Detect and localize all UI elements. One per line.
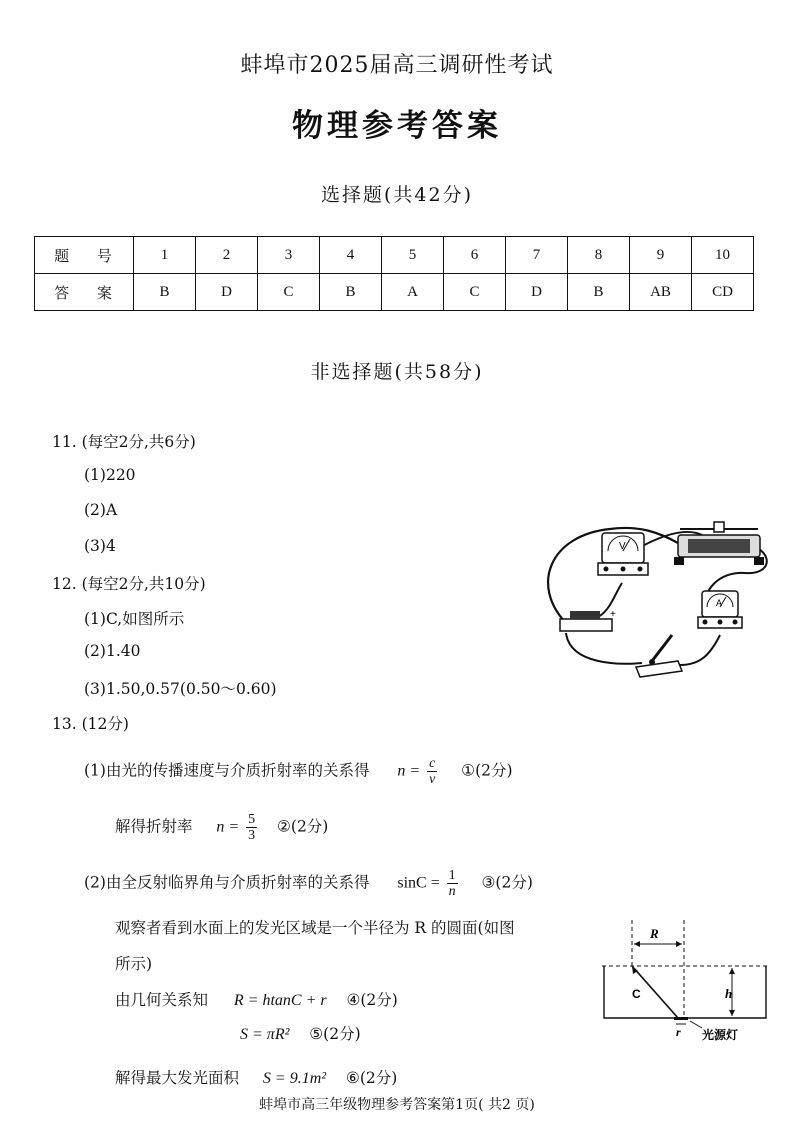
q13-step-2-text: 解得折射率 [115,817,193,836]
battery [560,609,616,631]
table-cell: 6 [444,237,506,274]
table-cell: CD [692,274,754,311]
q13-step-6-eq: S = πR² [240,1026,290,1043]
label-C: C [632,987,641,1001]
switch [636,635,682,677]
nonchoice-section-heading: 非选择题(共58分) [310,361,484,383]
table-cell: D [506,274,568,311]
choice-section-heading: 选择题(共42分) [320,184,473,206]
q13-step-5-eq: R = htanC + r [233,992,327,1009]
q12-heading: 12. (每空2分,共10分) [52,575,206,593]
table-cell: A [382,274,444,311]
fraction-denominator: v [429,772,436,787]
fraction-numerator: 1 [448,868,456,883]
battery-plus: + [610,609,616,620]
table-cell: B [134,274,196,311]
table-cell: C [444,274,506,311]
light-source [674,1017,688,1020]
q13-step-1-text: (1)由光的传播速度与介质折射率的关系得 [84,761,370,780]
q13-step-7-text: 解得最大发光面积 [115,1069,240,1087]
circuit-figure [530,515,790,685]
table-cell: 7 [506,237,568,274]
q13-step-5-mark: ④(2分) [346,991,398,1009]
table-cell: C [258,274,320,311]
subject-title: 物理参考答案 [292,108,502,144]
label-r: r [676,1025,681,1039]
q13-step-1 [84,756,513,787]
answer-table [34,236,754,311]
table-cell: AB [630,274,692,311]
label-lamp: 光源灯 [702,1028,739,1042]
table-cell: 10 [692,237,754,274]
answer-row [35,274,754,311]
ammeter [698,591,742,628]
voltmeter [598,533,648,575]
q13-step-2-fraction [246,812,257,843]
fraction-numerator: c [429,756,436,771]
q13-step-6-mark: ⑤(2分) [309,1025,361,1043]
q13-step-5 [115,988,398,1010]
q13-step-1-lhs: n = [397,762,421,780]
table-cell: 2 [196,237,258,274]
row-label-number: 题 号 [35,237,134,274]
q12-item-3: (3)1.50,0.57(0.50～0.60) [84,680,277,698]
q11-item-1: (1)220 [84,466,136,484]
q12-item-1: (1)C,如图所示 [84,610,185,628]
table-cell: B [320,274,382,311]
q13-step-5-text: 由几何关系知 [115,991,209,1009]
wire [566,633,642,664]
q13-step-7 [115,1066,397,1088]
question-number-row [35,237,754,274]
exam-title: 蚌埠市2025届高三调研性考试 [240,53,554,78]
label-h: h [725,986,733,1001]
q13-step-3-lhs: sinC = [397,874,440,892]
table-cell: 9 [630,237,692,274]
table-cell: B [568,274,630,311]
q13-step-7-eq: S = 9.1m² [262,1070,327,1087]
rheostat [674,522,764,565]
q13-step-3-text: (2)由全反射临界角与介质折射率的关系得 [84,873,370,892]
voltmeter-letter: V [619,541,626,552]
q11-item-3: (3)4 [84,537,116,555]
q13-step-4-line1: 观察者看到水面上的发光区域是一个半径为 R 的圆面(如图 [115,919,515,937]
fraction-denominator: 3 [248,828,256,843]
wire [680,635,720,665]
q13-step-1-mark: ①(2分) [461,761,513,780]
q13-step-2 [115,812,328,843]
table-cell: 3 [258,237,320,274]
page-footer: 蚌埠市高三年级物理参考答案第1页( 共2 页) [259,1097,535,1113]
label-R: R [650,926,659,941]
q12-item-2: (2)1.40 [84,642,141,660]
q11-item-2: (2)A [84,501,118,519]
table-cell: D [196,274,258,311]
ammeter-letter: A [716,598,723,608]
table-cell: 8 [568,237,630,274]
table-cell: 4 [320,237,382,274]
q13-step-2-mark: ②(2分) [277,817,329,836]
row-label-answer: 答 案 [35,274,134,311]
q13-heading: 13. (12分) [52,715,129,733]
table-cell: 5 [382,237,444,274]
q13-step-3-mark: ③(2分) [481,873,533,892]
fraction-numerator: 5 [248,812,256,827]
q13-step-3 [84,868,533,899]
pool-outline [604,966,766,1018]
q13-step-7-mark: ⑥(2分) [345,1069,398,1087]
table-cell: 1 [134,237,196,274]
q13-step-2-lhs: n = [216,818,240,836]
optics-figure [598,918,772,1048]
q13-step-6 [240,1022,361,1044]
q11-heading: 11. (每空2分,共6分) [52,433,196,451]
fraction-denominator: n [448,884,456,899]
q13-step-4-line2: 所示) [115,955,153,973]
q13-step-3-fraction [447,868,458,899]
q13-step-1-fraction [427,756,437,787]
